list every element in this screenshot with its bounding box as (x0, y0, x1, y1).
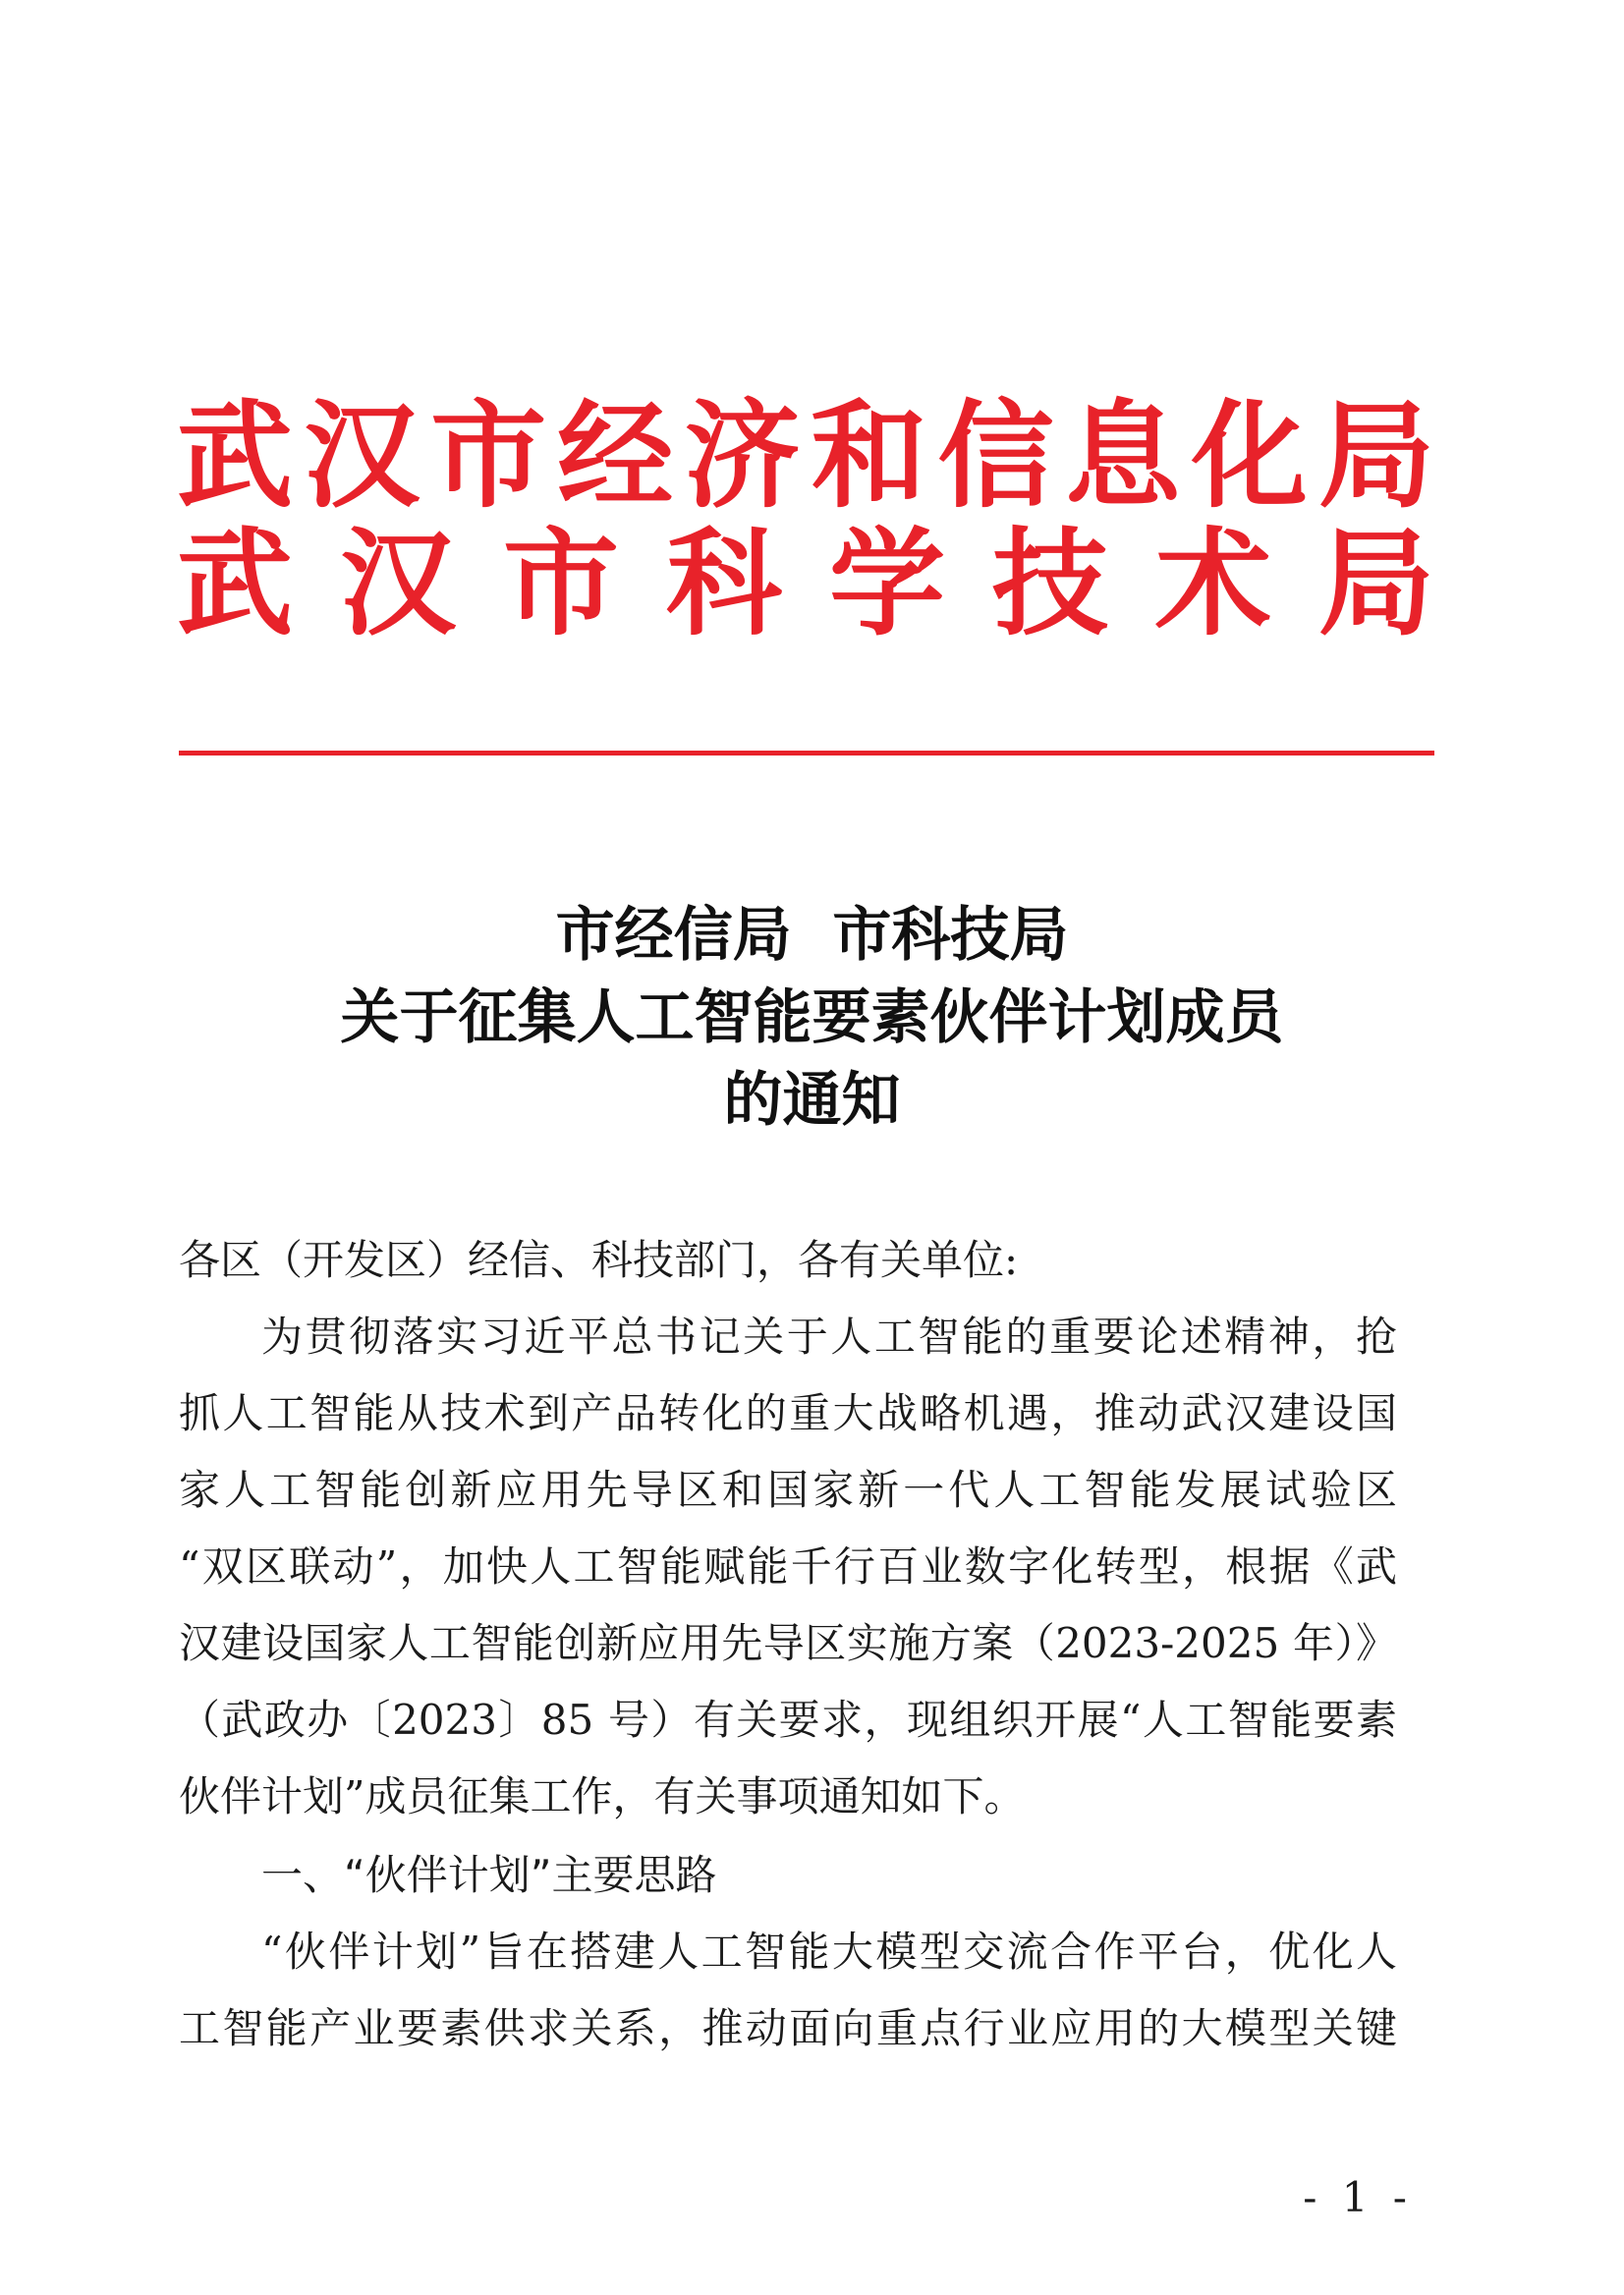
letterhead-line-1 (177, 388, 1434, 524)
section-heading: 一、“伙伴计划”主要思路 (261, 1851, 717, 1899)
paragraph-line: 工智能产业要素供求关系，推动面向重点行业应用的大模型关键 (179, 2004, 1397, 2052)
letterhead-line-2 (177, 516, 1434, 651)
paragraph-line: （武政办〔2023〕85 号）有关要求，现组织开展“人工智能要素 (179, 1696, 1397, 1744)
page-number: - 1 - (1303, 2173, 1413, 2221)
paragraph-line: 汉建设国家人工智能创新应用先导区实施方案（2023-2025 年）》 (179, 1619, 1397, 1667)
document-title-line-3: 的通知 (723, 1066, 901, 1135)
letterhead-char: 技 (991, 516, 1108, 651)
paragraph-line: 家人工智能创新应用先导区和国家新一代人工智能发展试验区 (179, 1466, 1397, 1514)
letterhead-char: 学 (828, 516, 945, 651)
letterhead-char: 局 (1317, 388, 1434, 524)
letterhead-char: 武 (177, 516, 294, 651)
letterhead-char: 术 (1154, 516, 1271, 651)
document-title-line-1: 市经信局 市科技局 (555, 901, 1069, 970)
letterhead-char: 济 (684, 388, 801, 524)
letterhead-char: 武 (177, 388, 294, 524)
letterhead-char: 化 (1191, 388, 1308, 524)
letterhead-char: 市 (430, 388, 547, 524)
letterhead-char: 汉 (304, 388, 420, 524)
letterhead-char: 市 (502, 516, 619, 651)
letterhead-char: 汉 (339, 516, 456, 651)
paragraph-line: 伙伴计划”成员征集工作，有关事项通知如下。 (179, 1772, 1026, 1820)
document-title-line-2: 关于征集人工智能要素伙伴计划成员 (340, 983, 1284, 1052)
paragraph-line: 抓人工智能从技术到产品转化的重大战略机遇，推动武汉建设国 (179, 1389, 1397, 1437)
salutation: 各区（开发区）经信、科技部门，各有关单位: (179, 1236, 1019, 1284)
letterhead-char: 科 (665, 516, 782, 651)
letterhead-char: 局 (1317, 516, 1434, 651)
letterhead-divider (179, 751, 1434, 756)
paragraph-line: “伙伴计划”旨在搭建人工智能大模型交流合作平台，优化人 (261, 1928, 1397, 1976)
letterhead-char: 经 (557, 388, 674, 524)
letterhead-char: 和 (811, 388, 927, 524)
paragraph-line: “双区联动”，加快人工智能赋能千行百业数字化转型，根据《武 (179, 1542, 1397, 1591)
paragraph-line: 为贯彻落实习近平总书记关于人工智能的重要论述精神，抢 (261, 1313, 1397, 1361)
letterhead-char: 息 (1064, 388, 1181, 524)
letterhead-char: 信 (937, 388, 1054, 524)
